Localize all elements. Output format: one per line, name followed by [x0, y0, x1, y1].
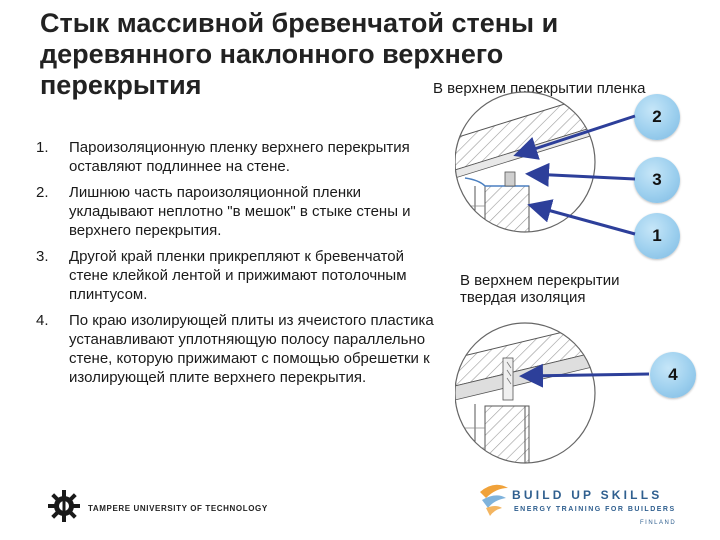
step-number: 4.	[36, 312, 49, 329]
slide-title: Стык массивной бревенчатой стены и деревянного наклонного верхнего перекрытия	[40, 8, 559, 100]
joint-diagram-solid	[455, 318, 665, 468]
step-number: 1.	[36, 139, 49, 156]
step-number: 2.	[36, 184, 49, 201]
badge-2: 2	[634, 94, 680, 140]
step-item	[36, 138, 436, 176]
build-up-skills-country: FINLAND	[640, 520, 677, 526]
caption-solid: В верхнем перекрытии твердая изоляция	[460, 272, 620, 306]
badge-4: 4	[650, 352, 696, 398]
caption-film: В верхнем перекрытии пленка	[433, 80, 646, 97]
build-up-skills-title: BUILD UP SKILLS	[512, 488, 663, 502]
step-number: 3.	[36, 248, 49, 265]
steps-list	[36, 138, 436, 394]
step-text: По краю изолирующей плиты из ячеистого пластика устанавливают уплотняющую полосу параллельно стене, которую прижимают с помощью обрешетки к изолирующей плите верхнего перекрытия.	[69, 312, 434, 386]
badge-1: 1	[634, 213, 680, 259]
build-up-skills-logo-icon	[478, 478, 510, 518]
step-item	[36, 311, 436, 387]
university-name: TAMPERE UNIVERSITY OF TECHNOLOGY	[88, 504, 268, 513]
badge-3: 3	[634, 157, 680, 203]
step-text: Лишнюю часть пароизоляционной пленки укладывают неплотно "в мешок" в стыке стены и верхнего перекрытия.	[69, 184, 411, 239]
step-text: Другой край пленки прикрепляют к бревенчатой стене клейкой лентой и прижимают потолочным плинтусом.	[69, 248, 407, 303]
joint-diagram-film	[455, 86, 665, 256]
step-item	[36, 183, 436, 240]
step-item	[36, 247, 436, 304]
build-up-skills-subtitle: ENERGY TRAINING FOR BUILDERS	[514, 506, 676, 513]
tut-gear-logo-icon	[48, 490, 80, 522]
step-text: Пароизоляционную пленку верхнего перекрытия оставляют подлиннее на стене.	[69, 139, 410, 175]
